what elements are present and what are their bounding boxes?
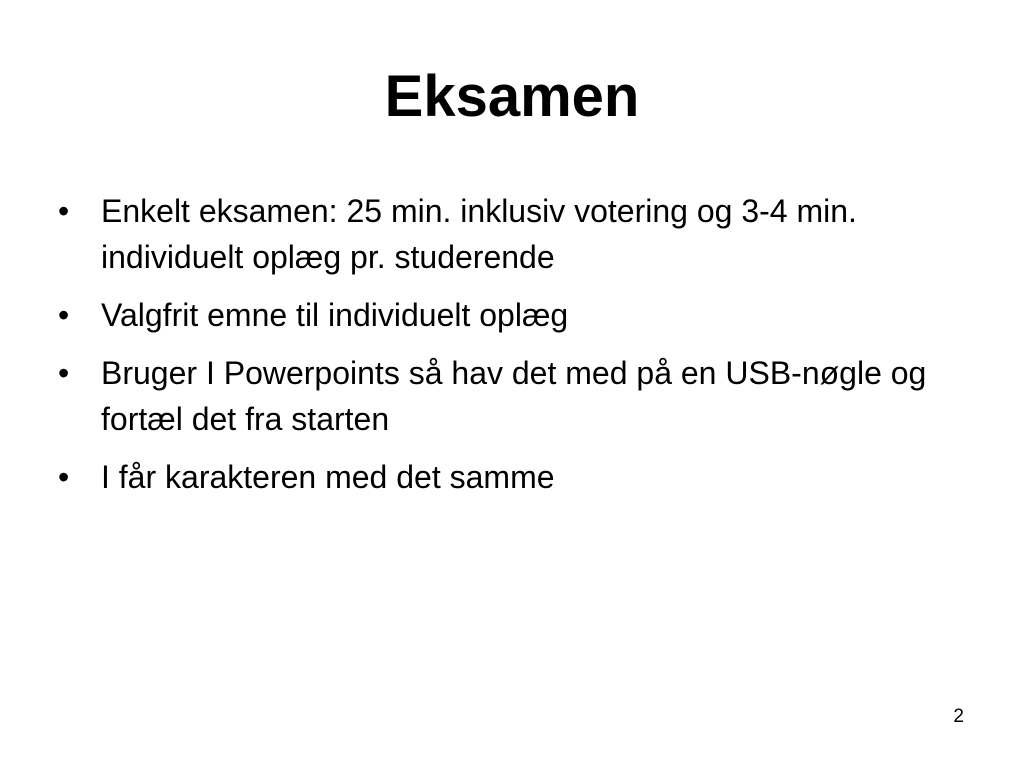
slide-title: Eksamen <box>384 64 640 129</box>
bullet-text: Valgfrit emne til individuelt oplæg <box>101 297 569 333</box>
bullet-marker: • <box>58 459 70 495</box>
bullet-item-3 <box>58 350 978 442</box>
bullet-item-4 <box>58 454 978 500</box>
bullet-text: Enkelt eksamen: 25 min. inklusiv votering og 3-4 min. individuelt oplæg pr. studerende <box>101 193 857 275</box>
bullet-list <box>58 188 978 512</box>
bullet-marker: • <box>58 355 70 391</box>
bullet-item-1 <box>58 188 978 280</box>
bullet-text: Bruger I Powerpoints så hav det med på en USB-nøgle og fortæl det fra starten <box>101 355 927 437</box>
bullet-item-2 <box>58 292 978 338</box>
bullet-marker: • <box>58 297 70 333</box>
bullet-text: I får karakteren med det samme <box>101 459 555 495</box>
page-number: 2 <box>953 706 964 727</box>
bullet-marker: • <box>58 193 70 229</box>
